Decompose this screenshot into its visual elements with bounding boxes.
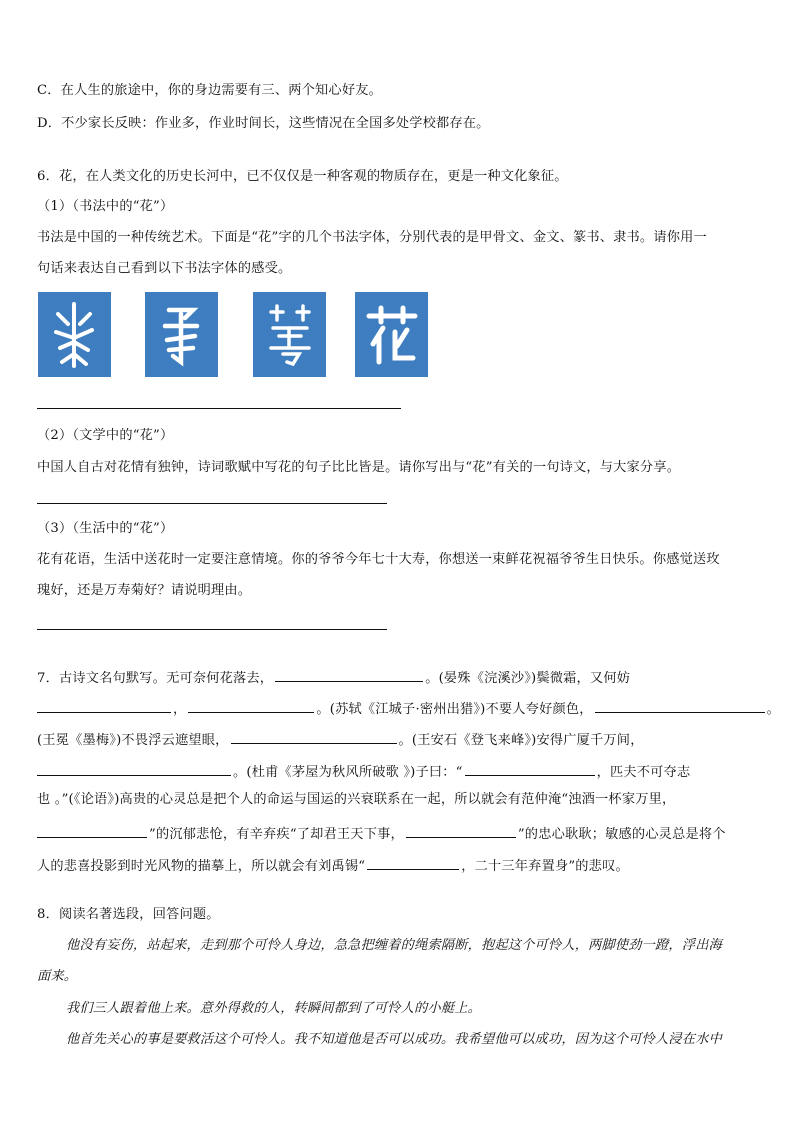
fill-blank[interactable] <box>37 698 171 713</box>
q6-sub3-title: （3）（生活中的“花”） <box>37 521 174 536</box>
q7-line-5: 也 。”(《论语》)高贵的心灵总是把个人的命运与国运的兴衰联系在一起，所以就会有范仲淹“浊酒一杯家万里， <box>37 792 676 807</box>
q6-stem: 6．花，在人类文化的历史长河中，已不仅仅是一种客观的物质存在，更是一种文化象征。 <box>37 169 568 184</box>
answer-line-1[interactable] <box>37 408 401 409</box>
q7-text: ，匹夫不可夺志 <box>596 765 691 780</box>
q6-sub2-text: 中国人自古对花情有独钟，诗词歌赋中写花的句子比比皆是。请你写出与“花”有关的一句诗文，与大家分享。 <box>37 460 681 475</box>
fill-blank[interactable] <box>37 823 147 838</box>
q7-line-3 <box>37 729 644 749</box>
fill-blank[interactable] <box>231 729 397 744</box>
q7-text: 7．古诗文名句默写。无可奈何花落去， <box>37 671 274 686</box>
q7-text: ，二十三年弃置身”的悲叹。 <box>461 859 629 874</box>
q7-text: 。 <box>766 702 781 717</box>
fill-blank[interactable] <box>367 855 459 870</box>
q7-text: ”的忠心耿耿；敏感的心灵总是将个 <box>517 827 726 842</box>
q7-line-6 <box>37 823 726 843</box>
q6-sub1-text-b: 句话来表达自己看到以下书法字体的感受。 <box>37 261 292 276</box>
answer-line-2[interactable] <box>37 503 387 504</box>
q7-text: ”的沉郁悲怆，有辛弃疾“了却君王天下事， <box>149 827 404 842</box>
bronze-hua-icon <box>145 292 218 377</box>
q6-sub2-title: （2）（文学中的“花”） <box>37 428 174 443</box>
q8-passage-1a: 他没有妄伤，站起来，走到那个可怜人身边，急急把缠着的绳索隔断，抱起这个可怜人，两脚使劲一蹬，浮出海 <box>66 938 722 953</box>
option-d: D．不少家长反映：作业多，作业时间长，这些情况在全国多处学校都存在。 <box>37 116 490 131</box>
q7-text: 。(晏殊《浣溪沙》)鬓微霜，又何妨 <box>425 671 631 686</box>
q7-text: 人的悲喜投影到时光风物的描摹上，所以就会有刘禹锡“ <box>37 859 366 874</box>
fill-blank[interactable] <box>275 667 423 682</box>
q6-sub3-text-b: 瑰好，还是万寿菊好？请说明理由。 <box>37 583 252 598</box>
q6-sub1-title: （1）（书法中的“花”） <box>37 199 174 214</box>
q7-line-7 <box>37 855 629 875</box>
q7-text: ， <box>173 702 187 717</box>
q7-line-2 <box>37 698 780 718</box>
q7-line-1 <box>37 667 630 687</box>
q7-text: (王冕《墨梅》)不畏浮云遮望眼， <box>37 733 229 748</box>
q8-passage-1b: 面来。 <box>37 969 78 984</box>
q6-sub1-text-a: 书法是中国的一种传统艺术。下面是“花”字的几个书法字体，分别代表的是甲骨文、金文、篆书、隶书。请你用一 <box>37 230 707 245</box>
q8-passage-3: 他首先关心的事是要救活这个可怜人。我不知道他是否可以成功。我希望他可以成功，因为这个可怜人浸在水中 <box>66 1032 722 1047</box>
fill-blank[interactable] <box>595 698 765 713</box>
fill-blank[interactable] <box>465 761 595 776</box>
clerical-hua-icon <box>355 292 428 377</box>
q7-text: 。(杜甫《茅屋为秋风所破歌 》)子曰：“ <box>233 765 463 780</box>
q8-passage-2: 我们三人跟着他上来。意外得救的人，转瞬间都到了可怜人的小艇上。 <box>66 1001 482 1016</box>
oracle-bone-hua-icon <box>38 292 111 377</box>
q6-sub3-text-a: 花有花语，生活中送花时一定要注意情境。你的爷爷今年七十大寿，你想送一束鲜花祝福爷爷生日快乐。你感觉送玫 <box>37 552 720 567</box>
q7-line-4 <box>37 761 690 781</box>
q8-stem: 8．阅读名著选段，回答问题。 <box>37 907 220 922</box>
q7-text: 。(王安石《登飞来峰》)安得广厦千万间， <box>398 733 644 748</box>
q7-text: 。(苏轼《江城子·密州出猎》)不要人夸好颜色， <box>316 702 593 717</box>
option-c: C．在人生的旅途中，你的身边需要有三、两个知心好友。 <box>37 83 382 98</box>
seal-hua-icon <box>253 292 326 377</box>
fill-blank[interactable] <box>37 761 231 776</box>
fill-blank[interactable] <box>188 698 314 713</box>
fill-blank[interactable] <box>406 823 516 838</box>
answer-line-3[interactable] <box>37 629 387 630</box>
